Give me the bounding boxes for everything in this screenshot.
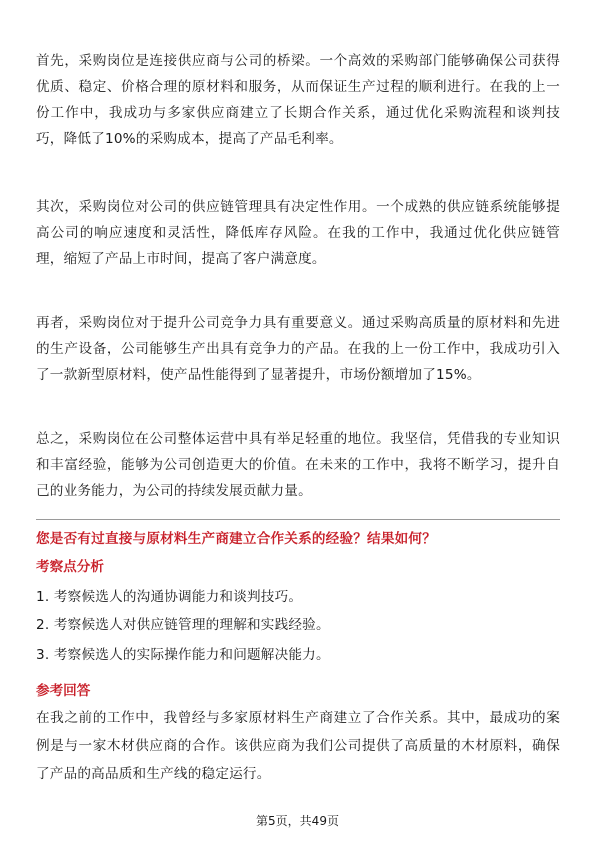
- page-number: 第5页，共49页: [256, 814, 339, 828]
- paragraph-third: 再者，采购岗位对于提升公司竞争力具有重要意义。通过采购高质量的原材料和先进的生产设备，公司能够生产出具有竞争力的产品。在我的上一份工作中，我成功引入了一款新型原材料，使产品性能得到了显著提升，市场份额增加了15%。: [36, 315, 560, 383]
- analysis-item: 2. 考察候选人对供应链管理的理解和实践经验。: [36, 617, 330, 633]
- reference-answer-text: 在我之前的工作中，我曾经与多家原材料生产商建立了合作关系。其中，最成功的案例是与一家木材供应商的合作。该供应商为我们公司提供了高质量的木材原料，确保了产品的高品质和生产线的稳定运行。: [36, 710, 560, 782]
- section-divider: [36, 519, 560, 520]
- analysis-item: 1. 考察候选人的沟通协调能力和谈判技巧。: [36, 589, 303, 605]
- paragraph-first: 首先，采购岗位是连接供应商与公司的桥梁。一个高效的采购部门能够确保公司获得优质、稳定、价格合理的原材料和服务，从而保证生产过程的顺利进行。在我的上一份工作中，我成功与多家供应商建立了长期合作关系，通过优化采购流程和谈判技巧，降低了10%的采购成本，提高了产品毛利率。: [36, 53, 560, 147]
- analysis-item: 3. 考察候选人的实际操作能力和问题解决能力。: [36, 647, 330, 663]
- paragraph-second: 其次，采购岗位对公司的供应链管理具有决定性作用。一个成熟的供应链系统能够提高公司的响应速度和灵活性，降低库存风险。在我的工作中，我通过优化供应链管理，缩短了产品上市时间，提高了客户满意度。: [36, 199, 560, 267]
- interview-question: 您是否有过直接与原材料生产商建立合作关系的经验？结果如何？: [36, 531, 437, 547]
- reference-answer-heading: 参考回答: [36, 683, 91, 699]
- analysis-heading: 考察点分析: [36, 559, 104, 575]
- paragraph-conclusion: 总之，采购岗位在公司整体运营中具有举足轻重的地位。我坚信，凭借我的专业知识和丰富经验，能够为公司创造更大的价值。在未来的工作中，我将不断学习，提升自己的业务能力，为公司的持续发展贡献力量。: [36, 431, 560, 499]
